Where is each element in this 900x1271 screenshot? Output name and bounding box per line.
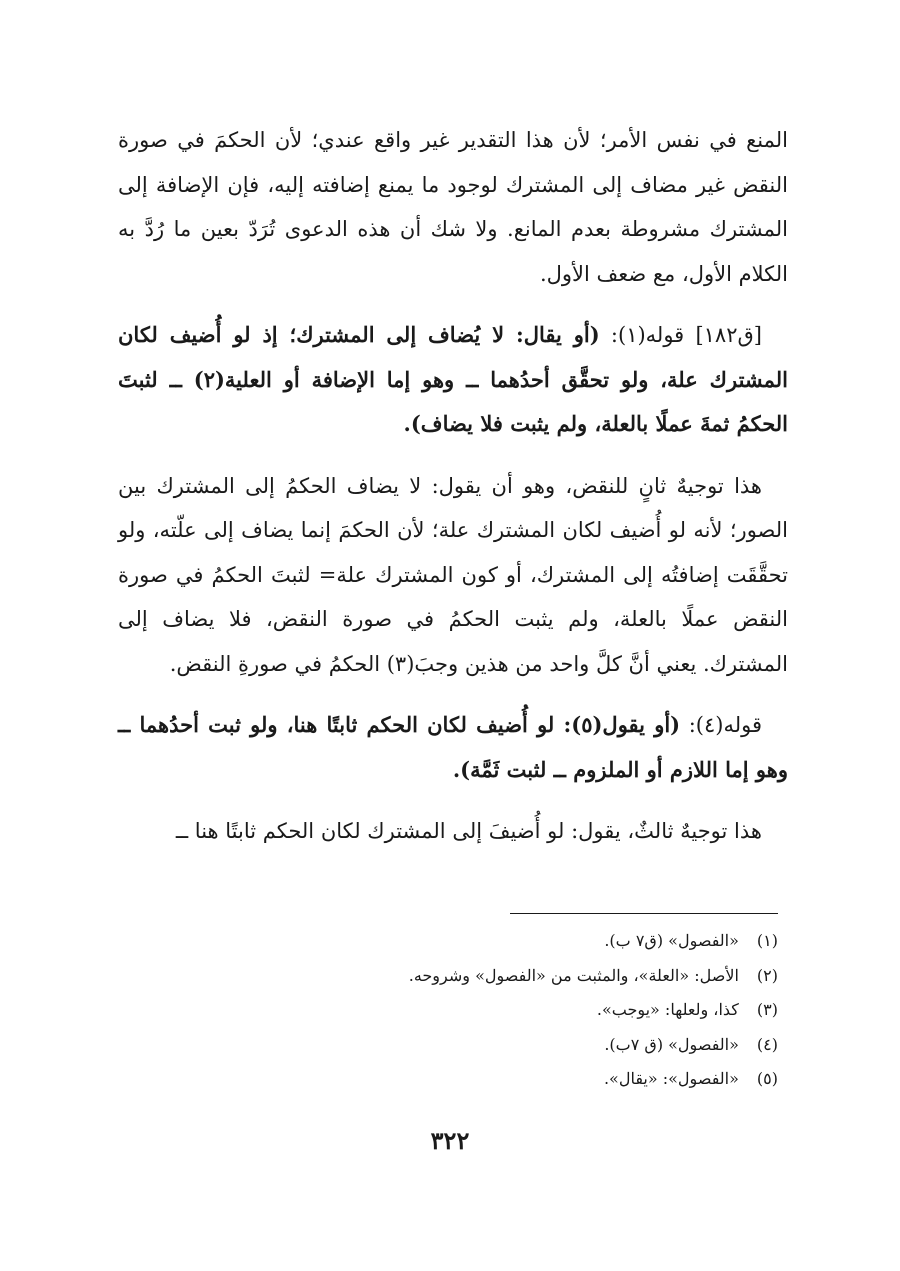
footnote-number: (١) [756, 931, 778, 950]
footnote-text: «الفصول» (ق٧ ب). [604, 931, 739, 950]
footnote-number: (٣) [756, 1000, 778, 1019]
footnote-text: الأصل: «العلة»، والمثبت من «الفصول» وشروحه. [408, 965, 739, 985]
paragraph-2 [118, 313, 788, 447]
quote-intro: قوله(٤): [680, 713, 762, 737]
paragraph-1: المنع في نفس الأمر؛ لأن هذا التقدير غير واقع عندي؛ لأن الحكمَ في صورة النقض غير مضاف إلى المشترك لوجود ما يمنع إضافته إليه، فإن الإضافة إلى المشترك مشروطة بعدم المانع. ولا شك أن هذه الدعوى تُرَدّ بعين ما رُدَّ به الكلام الأول، مع ضعف الأول. [118, 128, 788, 286]
main-text [118, 118, 788, 871]
quote-intro: [ق١٨٢] قوله(١): [599, 323, 762, 347]
footnote-number: (٥) [756, 1069, 778, 1088]
quoted-text: (أو يقال: لا يُضاف إلى المشترك؛ إذ لو أُضيف لكان المشترك علة، ولو تحقَّق أحدُهما ــ وهو إما الإضافة أو العلية(٢) ــ لثبتَ الحكمُ ثمةَ عملًا بالعلة، ولم يثبت فلا يضاف). [118, 322, 789, 436]
footnote-2 [118, 959, 778, 994]
footnote-3 [118, 993, 778, 1028]
paragraph-3: هذا توجيهٌ ثانٍ للنقض، وهو أن يقول: لا يضاف الحكمُ إلى المشترك بين الصور؛ لأنه لو أُضيف لكان المشترك علة؛ لأن الحكمَ إنما يضاف إلى علّته، ولو تحقَّقَت إضافتُه إلى المشترك، أو كون المشترك علة= لثبتَ الحكمُ في صورة النقض عملًا بالعلة، ولم يثبت الحكمُ في صورة النقض، فلا يضاف إلى المشترك. يعني أنَّ كلَّ واحد من هذين وجبَ(٣) الحكمُ في صورةِ النقض. [118, 473, 788, 676]
page-number: ٣٢٢ [430, 1126, 470, 1155]
footnotes-list [118, 924, 778, 1097]
paragraph-5: هذا توجيهٌ ثالثٌ، يقول: لو أُضيفَ إلى المشترك لكان الحكم ثابتًا هنا ــ [175, 819, 762, 843]
footnote-5 [118, 1062, 778, 1097]
footnote-text: «الفصول» (ق ٧ب). [604, 1034, 739, 1054]
footnote-number: (٤) [756, 1034, 778, 1054]
footnote-4 [118, 1028, 778, 1063]
footnote-1 [118, 924, 778, 959]
footnote-number: (٢) [756, 965, 778, 985]
quoted-text: (أو يقول(٥): لو أُضيف لكان الحكم ثابتًا هنا، ولو ثبت أحدُهما ــ وهو إما اللازم أو الملزوم ــ لثبت ثَمَّة). [118, 712, 788, 782]
footnote-text: «الفصول»: «يقال». [603, 1069, 739, 1088]
footnote-text: كذا، ولعلها: «يوجب». [596, 1000, 739, 1019]
paragraph-4 [118, 703, 788, 792]
footnote-divider [510, 913, 778, 914]
